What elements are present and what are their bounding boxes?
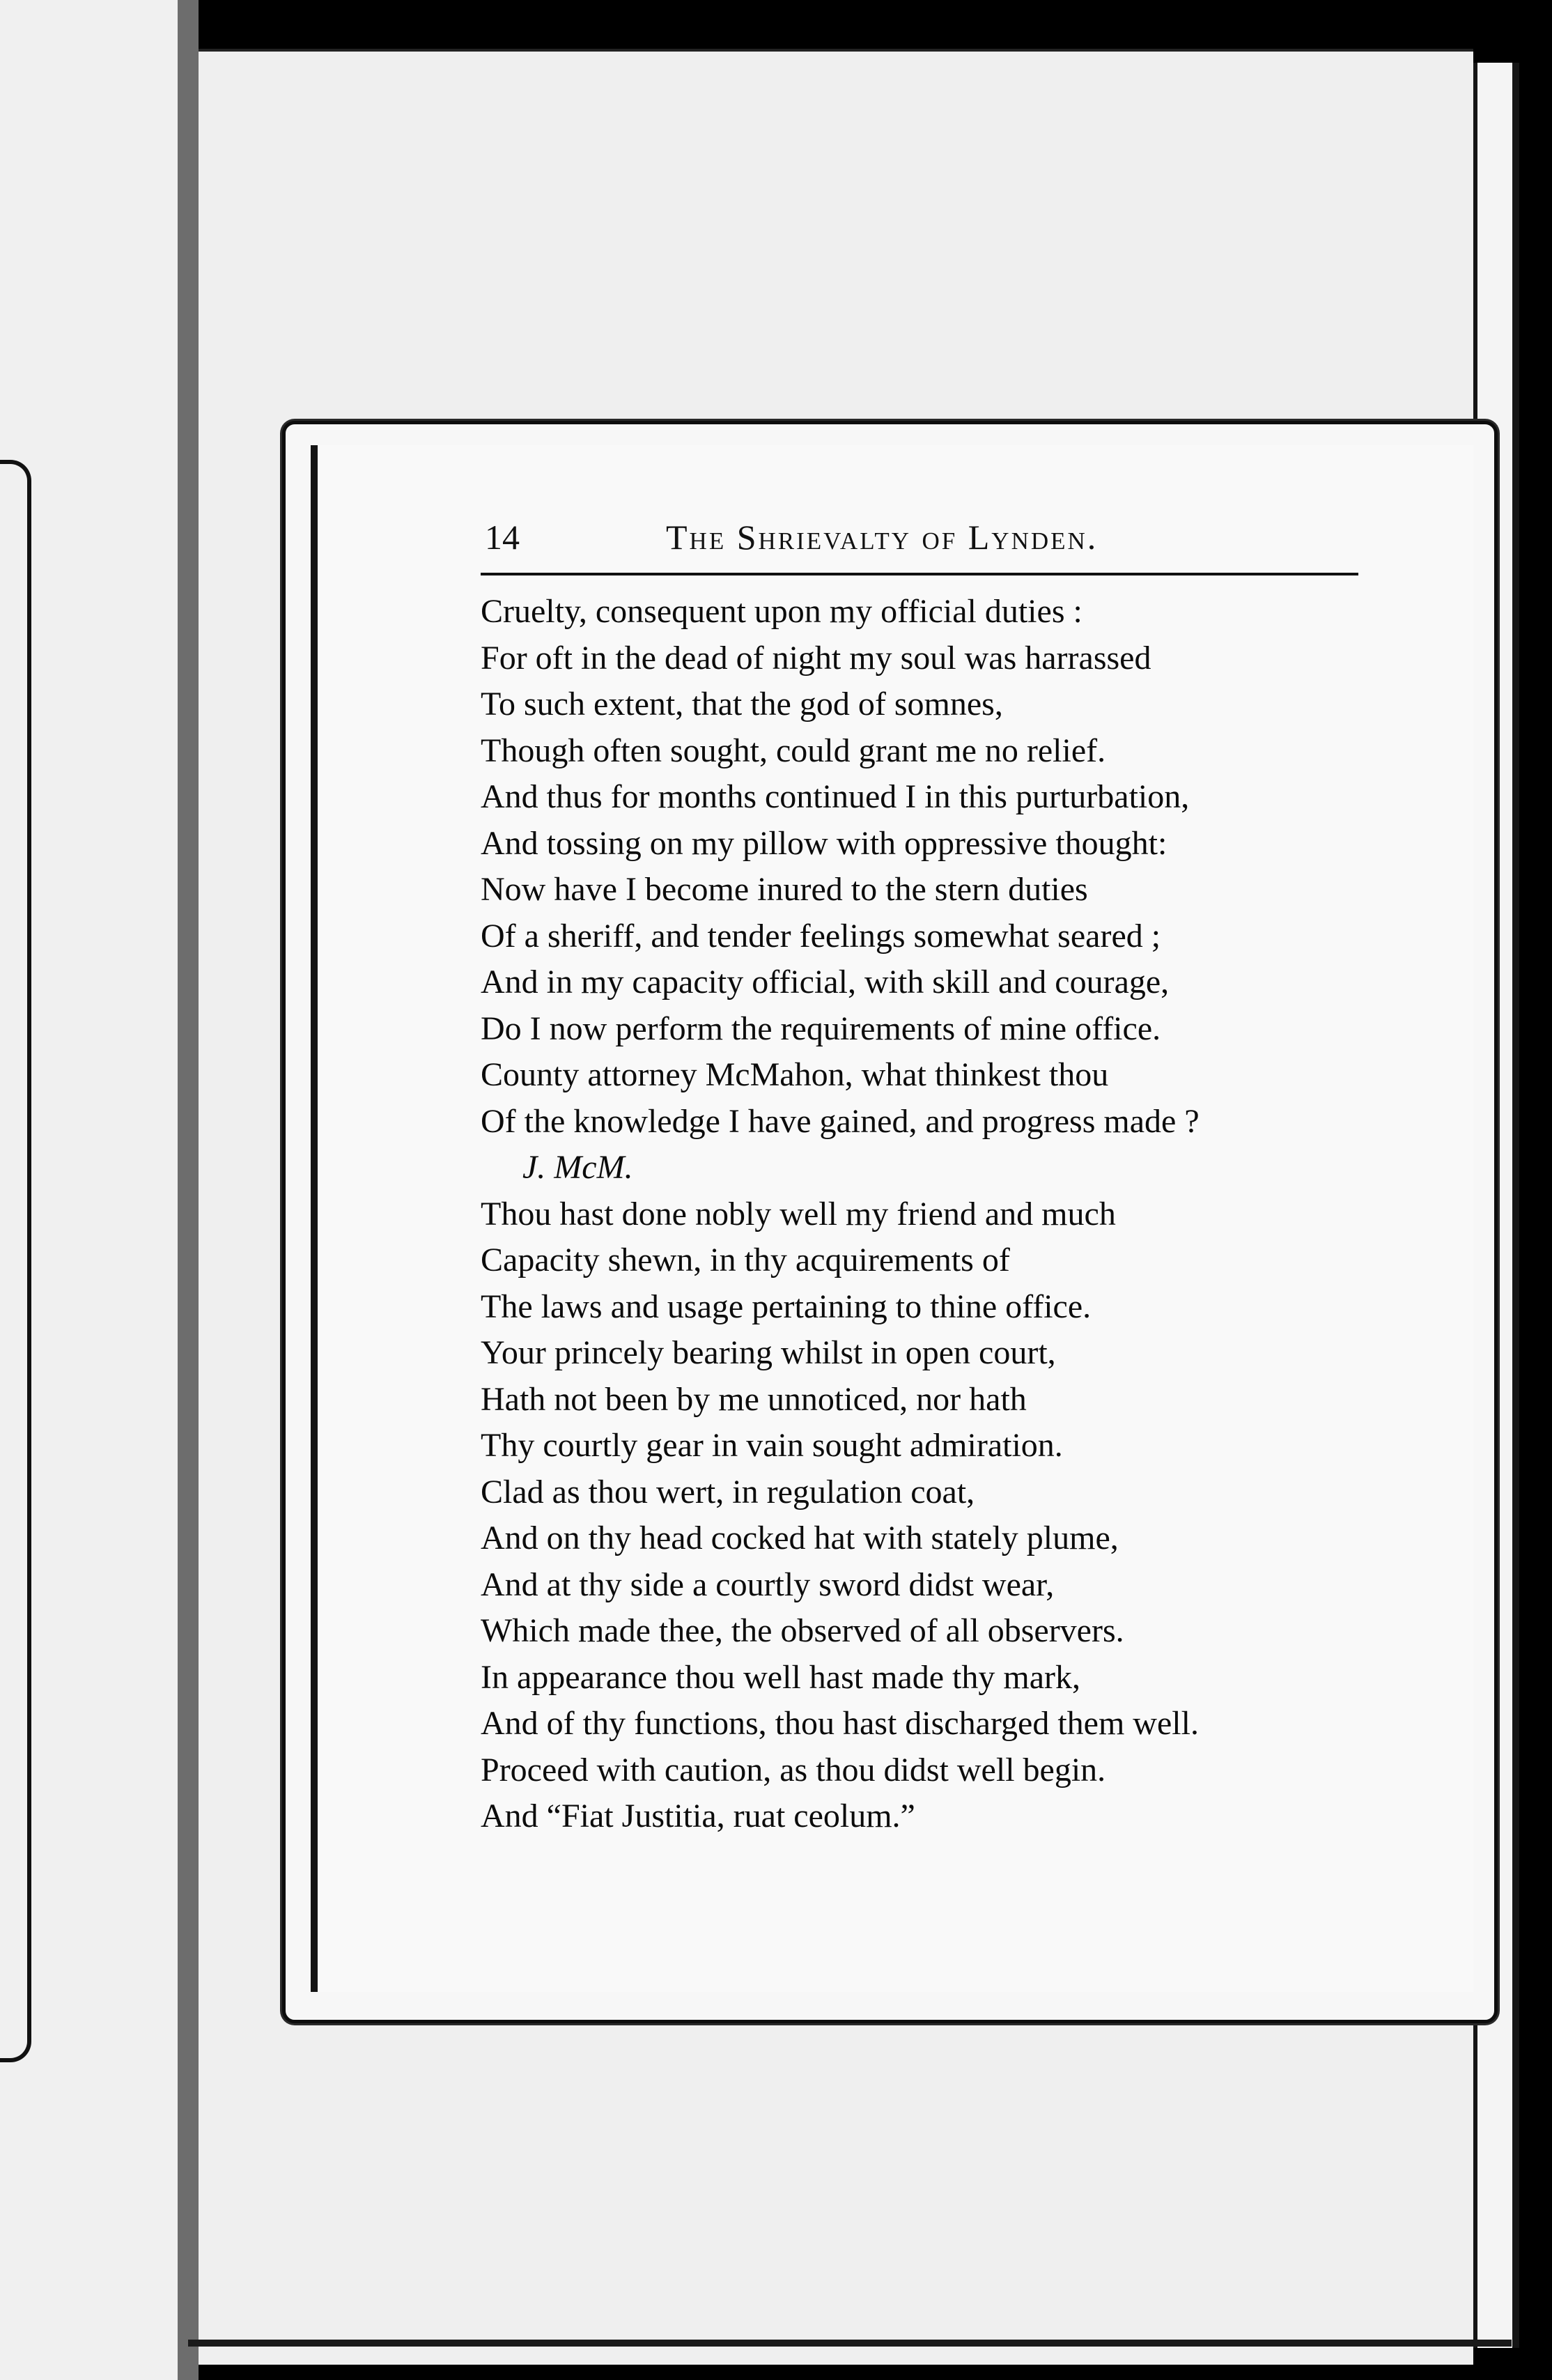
running-head: The Shrievalty of Lynden. xyxy=(666,518,1099,557)
poem-line: Now have I become inured to the stern duties xyxy=(481,871,1088,908)
poem-line: To such extent, that the god of somnes, xyxy=(481,686,1003,722)
poem-line: Of the knowledge I have gained, and progress made ? xyxy=(481,1102,1200,1140)
reply-line: Thou hast done nobly well my friend and much xyxy=(481,1195,1116,1232)
reply-line: Proceed with caution, as thou didst well begin. xyxy=(481,1751,1106,1788)
page-header xyxy=(485,517,1356,566)
poem-line: And tossing on my pillow with oppressive thought: xyxy=(481,824,1167,862)
reply-line: Hath not been by me unnoticed, nor hath xyxy=(481,1380,1027,1418)
left-board-strip xyxy=(0,0,178,2380)
reply-line: Thy courtly gear in vain sought admiration. xyxy=(481,1427,1063,1464)
poem-line: For oft in the dead of night my soul was harrassed xyxy=(481,639,1151,677)
poem-line: And in my capacity official, with skill and courage, xyxy=(481,964,1170,1000)
poem-line: Of a sheriff, and tender feelings somewhat seared ; xyxy=(481,917,1161,955)
reply-line: Which made thee, the observed of all observers. xyxy=(481,1612,1124,1649)
reply-line: And at thy side a courtly sword didst wear, xyxy=(481,1566,1055,1603)
reply-line: Capacity shewn, in thy acquirements of xyxy=(481,1242,1010,1278)
bottom-board-edge xyxy=(188,2340,1512,2347)
page-number: 14 xyxy=(485,518,520,557)
poem-line: Though often sought, could grant me no relief. xyxy=(481,732,1106,769)
reply-line: The laws and usage pertaining to thine office. xyxy=(481,1288,1092,1325)
speaker-name: J. McM. xyxy=(522,1149,633,1186)
poem-text xyxy=(481,589,1414,1840)
header-rule xyxy=(481,573,1358,575)
binding-gutter xyxy=(178,0,199,2380)
poem-line: Cruelty, consequent upon my official duties : xyxy=(481,593,1082,630)
reply-line: And of thy functions, thou hast discharged them well. xyxy=(481,1705,1199,1742)
reply-line: And on thy head cocked hat with stately plume, xyxy=(481,1520,1119,1556)
poem-line: And thus for months continued I in this purturbation, xyxy=(481,778,1190,815)
reply-line: Clad as thou wert, in regulation coat, xyxy=(481,1473,975,1510)
reply-line: Your princely bearing whilst in open court, xyxy=(481,1334,1056,1371)
reply-line: And “Fiat Justitia, ruat ceolum.” xyxy=(481,1798,915,1834)
adjacent-page-edge xyxy=(0,460,31,2062)
poem-line: County attorney McMahon, what thinkest thou xyxy=(481,1056,1109,1093)
poem-line: Do I now perform the requirements of mine office. xyxy=(481,1010,1161,1047)
reply-line: In appearance thou well hast made thy mark, xyxy=(481,1658,1080,1696)
